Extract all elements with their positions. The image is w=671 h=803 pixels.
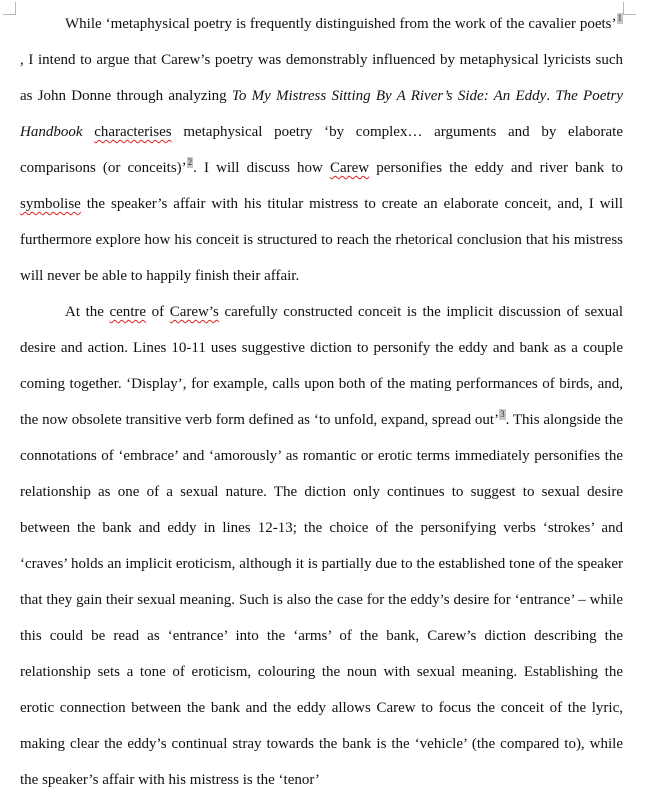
italic-title: To My Mistress Sitting By A River’s Side: An Eddy bbox=[231, 88, 547, 104]
text-run: , I intend to argue that Carew’s poetry was demonstrably influenced by metaphysical lyricists such as John Donne through analyzing bbox=[20, 52, 623, 104]
footnote-marker[interactable]: 1 bbox=[617, 13, 622, 23]
text-run bbox=[83, 124, 95, 140]
top-right-margin-marker bbox=[623, 2, 636, 15]
spellcheck-flagged-word[interactable]: characterises bbox=[94, 124, 172, 140]
footnote-marker[interactable]: 2 bbox=[187, 157, 193, 167]
text-run: metaphysical poetry ‘by complex… arguments and by elaborate comparisons (or conceits)’ bbox=[20, 124, 624, 176]
paragraph-intro[interactable] bbox=[20, 6, 623, 294]
spellcheck-flagged-word[interactable]: symbolise bbox=[20, 196, 81, 212]
text-run: carefully constructed conceit is the implicit discussion of sexual desire and action. Lines 10-11 uses suggestive diction to personify the eddy and bank as a couple coming together. ‘Display’, for example, calls upon both of the mating performances of birds, and, the now obsolete transitive verb form defined as ‘to unfold, expand, spread out’ bbox=[20, 304, 623, 428]
top-left-margin-marker bbox=[3, 2, 16, 15]
spellcheck-flagged-word[interactable]: Carew’s bbox=[169, 304, 219, 320]
text-run: At the bbox=[65, 304, 110, 320]
text-run: the speaker’s affair with his titular mistress to create an elaborate conceit, and, I will furthermore explore how his conceit is structured to reach the rhetorical conclusion that his mistress will never be able to happily finish their affair. bbox=[20, 196, 623, 284]
document-body[interactable] bbox=[20, 6, 623, 798]
text-run: of bbox=[146, 304, 170, 320]
text-run: . bbox=[546, 88, 556, 104]
text-run: personifies the eddy and river bank to bbox=[369, 160, 623, 176]
footnote-marker[interactable]: 3 bbox=[500, 409, 505, 419]
text-run: While ‘metaphysical poetry is frequently distinguished from the work of the cavalier poets’ bbox=[65, 16, 617, 32]
text-run: . This alongside the connotations of ‘embrace’ and ‘amorously’ as romantic or erotic terms immediately personifies the relationship as one of a sexual nature. The diction only continues to suggest to sexual desire between the bank and eddy in lines 12-13; the choice of the personifying verbs ‘strokes’ and ‘craves’ holds an implicit eroticism, although it is partially due to the established tone of the speaker that they gain their sexual meaning. Such is also the case for the eddy’s desire for ‘entrance’ – while this could be read as ‘entrance’ into the ‘arms’ of the bank, Carew’s diction describing the relationship sets a tone of eroticism, colouring the noun with sexual meaning. Establishing the erotic connection between the bank and the eddy allows Carew to focus the conceit of the lyric, making clear the eddy’s continual stray towards the bank is the ‘vehicle’ (the compared to), while the speaker’s affair with his mistress is the ‘tenor’ bbox=[20, 412, 623, 788]
italic-title: The Poetry Handbook bbox=[20, 88, 624, 140]
spellcheck-flagged-word[interactable]: centre bbox=[109, 304, 147, 320]
paragraph-conceit[interactable] bbox=[20, 294, 623, 798]
spellcheck-flagged-word[interactable]: Carew bbox=[329, 160, 370, 176]
text-run: . I will discuss how bbox=[193, 160, 330, 176]
